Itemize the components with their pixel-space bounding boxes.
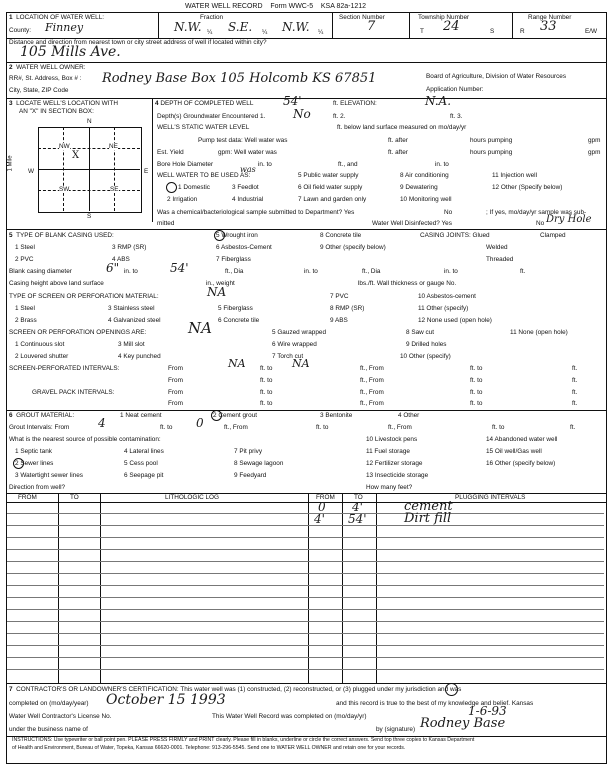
grout-heading: 6 GROUT MATERIAL: <box>9 412 75 419</box>
range-label: Range Number <box>528 14 572 21</box>
grout-from: 4 <box>98 416 106 430</box>
well-location-mark: X <box>72 150 80 161</box>
certification-text: 7 CONTRACTOR'S OR LANDOWNER'S CERTIFICATION: This water well was (1) constructed, (2) reconstructed, or (3) plugged under my jurisdiction and was <box>9 686 462 693</box>
mile-label: 1 Mile <box>7 155 14 172</box>
city-label: City, State, ZIP Code <box>9 87 69 94</box>
instructions-line-1: INSTRUCTIONS: Use typewriter or ball point pen. PLEASE PRESS FIRMLY and PRINT clearly. Please fill in blanks, underline or circle the correct answers. Send top three copies to Kansas Department <box>12 737 475 743</box>
distance-label: Distance and direction from nearest town or city street address of well if located within city? <box>9 39 267 46</box>
owner-value: Rodney Base Box 105 Holcomb KS 67851 <box>102 71 377 86</box>
screen-material-value: NA <box>207 285 227 299</box>
section-number-label: Section Number <box>339 14 385 21</box>
board-label: Board of Agriculture, Division of Water Resources <box>426 73 567 80</box>
completion-date: October 15 1993 <box>106 692 226 708</box>
dry-hole-note: Dry Hole <box>546 214 592 225</box>
fraction-q3: N.W. <box>282 20 310 34</box>
casing-heading: 5 TYPE OF BLANK CASING USED: <box>9 232 114 239</box>
fraction-q1: N.W. <box>174 20 202 34</box>
depth-value: 54' <box>283 94 302 108</box>
plug-row-1-to: 4' <box>352 500 363 514</box>
instructions-line-2: of Health and Environment, Bureau of Water, Topeka, Kansas 66620-0001. Telephone: 913-296-5545. Send one to WATER WELL OWNER and retain one for your records. <box>12 745 406 751</box>
township-number: 24 <box>443 19 460 34</box>
application-label: Application Number: <box>426 86 484 93</box>
township-label: Township Number <box>418 14 470 21</box>
distance-value: 105 Mills Ave. <box>20 44 121 60</box>
record-date: 1-6-93 <box>468 704 507 718</box>
casing-diameter: 6" <box>106 261 120 275</box>
openings-value: NA <box>188 319 212 337</box>
elevation-value: N.A. <box>425 94 452 108</box>
depth-label: 4 DEPTH OF COMPLETED WELL <box>155 100 254 107</box>
plug-row-1-desc: cement <box>404 499 453 514</box>
fraction-label: Fraction <box>200 14 224 21</box>
county-value: Finney <box>45 21 84 34</box>
fraction-q2: S.E. <box>228 20 253 34</box>
plug-row-1-from: 0 <box>318 500 326 514</box>
grout-to: 0 <box>196 416 204 430</box>
range-number: 33 <box>540 19 557 34</box>
plug-row-2-to: 54' <box>348 512 367 526</box>
signature: Rodney Base <box>420 716 506 731</box>
plugged-circle <box>445 683 458 696</box>
groundwater-value: No <box>293 107 311 121</box>
section-3-heading: 3 LOCATE WELL'S LOCATION WITH <box>9 100 118 107</box>
section-2-heading: 2 WATER WELL OWNER: <box>9 64 86 71</box>
domestic-circle <box>166 182 177 193</box>
plug-row-2-from: 4' <box>314 512 325 526</box>
address-label: RR#, St. Address, Box # : <box>9 75 82 82</box>
form-frame <box>6 12 607 764</box>
casing-depth: 54' <box>170 261 189 275</box>
section-grid <box>38 127 142 213</box>
plug-row-2-desc: Dirt fill <box>404 511 452 526</box>
form-title: WATER WELL RECORD Form WWC-5 KSA 82a-1212 <box>185 3 367 10</box>
section-1-heading: 1 LOCATION OF WATER WELL: <box>9 14 105 21</box>
section-number: 7 <box>367 19 376 34</box>
county-label: County: <box>9 27 32 34</box>
